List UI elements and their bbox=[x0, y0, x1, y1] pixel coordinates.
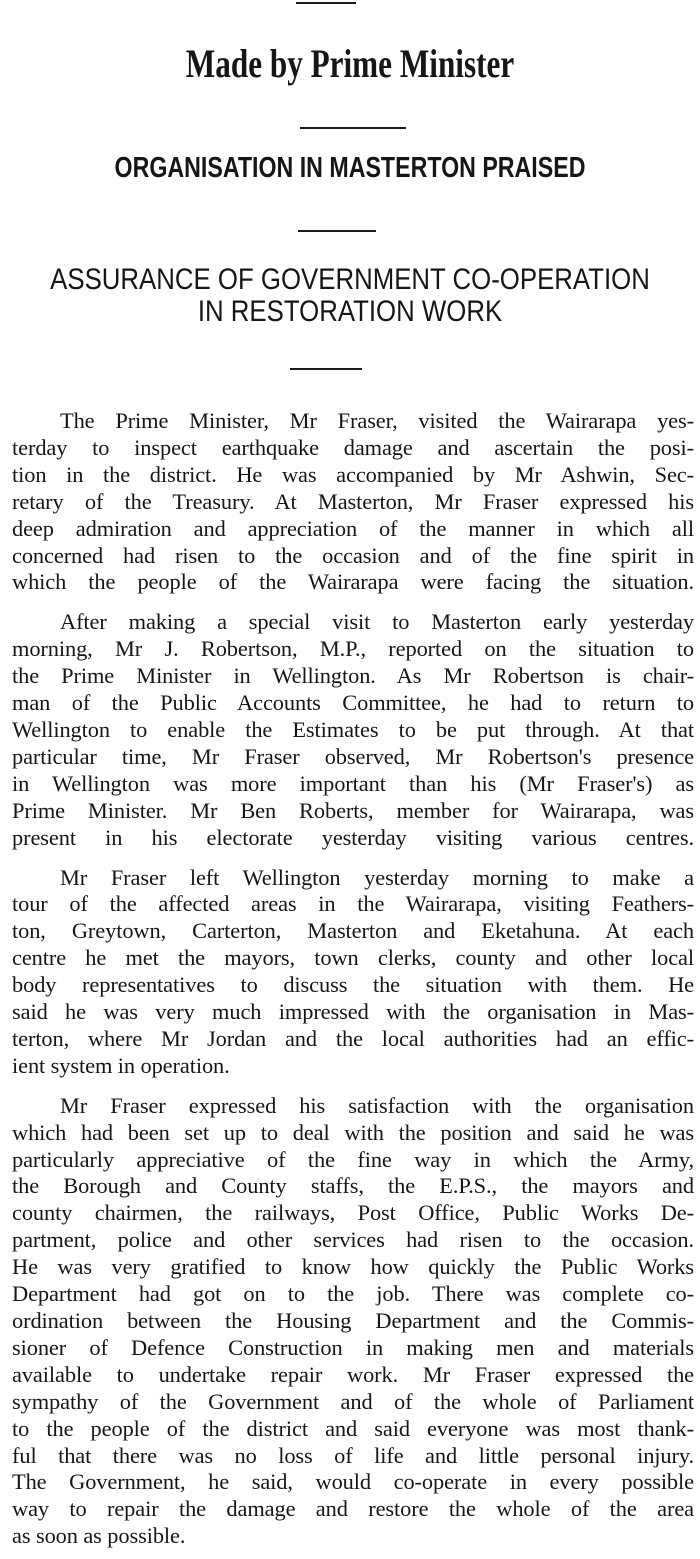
body-line: ton, Greytown, Carterton, Masterton and Eketahuna. At each bbox=[12, 918, 694, 944]
body-line: After making a special visit to Masterton early yesterday bbox=[60, 609, 694, 635]
body-line: to the people of the district and said everyone was most thank- bbox=[12, 1415, 694, 1441]
body-line: deep admiration and appreciation of the manner in which all bbox=[12, 515, 694, 541]
body-line: ful that there was no loss of life and little personal injury. bbox=[12, 1442, 694, 1468]
body-line: the Prime Minister in Wellington. As Mr Robertson is chair- bbox=[12, 663, 694, 689]
deck-line-1: ASSURANCE OF GOVERNMENT CO-OPERATION bbox=[50, 263, 650, 296]
body-line: terday to inspect earthquake damage and ascertain the posi- bbox=[12, 434, 694, 460]
headline: Made by Prime Minister bbox=[185, 41, 515, 86]
body-line: as soon as possible. bbox=[12, 1523, 186, 1549]
body-line: Mr Fraser left Wellington yesterday morning to make a bbox=[60, 864, 694, 890]
paragraph-2 bbox=[12, 609, 694, 851]
body-line: terton, where Mr Jordan and the local authorities had an effic- bbox=[12, 1025, 694, 1051]
body-line: He was very gratified to know how quickly the Public Works bbox=[12, 1254, 694, 1280]
paragraph-3 bbox=[12, 865, 694, 1080]
body-line: partment, police and other services had risen to the occasion. bbox=[12, 1227, 694, 1253]
body-line: The Government, he said, would co-operate in every possible bbox=[12, 1469, 694, 1495]
body-line: centre he met the mayors, town clerks, county and other local bbox=[12, 945, 694, 971]
body-line: tour of the affected areas in the Wairarapa, visiting Feathers- bbox=[12, 891, 694, 917]
deck-line-2: IN RESTORATION WORK bbox=[197, 295, 503, 328]
body-line: county chairmen, the railways, Post Office, Public Works De- bbox=[12, 1200, 694, 1226]
body-line: body representatives to discuss the situation with them. He bbox=[12, 972, 694, 998]
body-line: particularly appreciative of the fine way in which the Army, bbox=[12, 1146, 694, 1172]
body-line: said he was very much impressed with the organisation in Mas- bbox=[12, 999, 694, 1025]
body-line: man of the Public Accounts Committee, he had to return to bbox=[12, 690, 694, 716]
subheadline: ORGANISATION IN MASTERTON PRAISED bbox=[114, 152, 586, 184]
divider-after-deck bbox=[290, 368, 362, 370]
body-line: ordination between the Housing Department and the Commis- bbox=[12, 1308, 694, 1333]
body-line: present in his electorate yesterday visiting various centres. bbox=[12, 824, 694, 850]
body-line: available to undertake repair work. Mr Fraser expressed the bbox=[12, 1361, 694, 1387]
divider-after-headline bbox=[300, 127, 406, 129]
body-line: tion in the district. He was accompanied by Mr Ashwin, Sec- bbox=[12, 461, 694, 487]
deck bbox=[49, 264, 651, 328]
article-body bbox=[12, 408, 694, 1550]
body-line: which the people of the Wairarapa were facing the situation. bbox=[12, 569, 694, 595]
paragraph-4 bbox=[12, 1093, 694, 1550]
body-line: concerned had risen to the occasion and of the fine spirit in bbox=[12, 542, 694, 568]
body-line: particular time, Mr Fraser observed, Mr Robertson's presence bbox=[12, 743, 694, 769]
body-line: Prime Minister. Mr Ben Roberts, member for Wairarapa, was bbox=[12, 797, 694, 823]
top-divider bbox=[296, 2, 356, 4]
body-line: sympathy of the Government and of the whole of Parliament bbox=[12, 1388, 694, 1414]
body-line: morning, Mr J. Robertson, M.P., reported on the situation to bbox=[12, 636, 694, 662]
paragraph-1 bbox=[12, 408, 694, 596]
body-line: ient system in operation. bbox=[12, 1052, 230, 1078]
body-line: Department had got on to the job. There was complete co- bbox=[12, 1281, 694, 1307]
body-line: retary of the Treasury. At Masterton, Mr Fraser expressed his bbox=[12, 488, 694, 514]
body-line: in Wellington was more important than his (Mr Fraser's) as bbox=[12, 770, 694, 796]
body-line: sioner of Defence Construction in making men and materials bbox=[12, 1334, 694, 1360]
body-line: Wellington to enable the Estimates to be put through. At that bbox=[12, 716, 694, 742]
body-line: The Prime Minister, Mr Fraser, visited the Wairarapa yes- bbox=[60, 408, 694, 433]
divider-after-subheadline bbox=[298, 230, 376, 232]
body-line: way to repair the damage and restore the whole of the area bbox=[12, 1496, 694, 1522]
body-line: Mr Fraser expressed his satisfaction with the organisation bbox=[60, 1092, 694, 1118]
body-line: which had been set up to deal with the position and said he was bbox=[12, 1119, 694, 1145]
body-line: the Borough and County staffs, the E.P.S., the mayors and bbox=[12, 1173, 694, 1199]
